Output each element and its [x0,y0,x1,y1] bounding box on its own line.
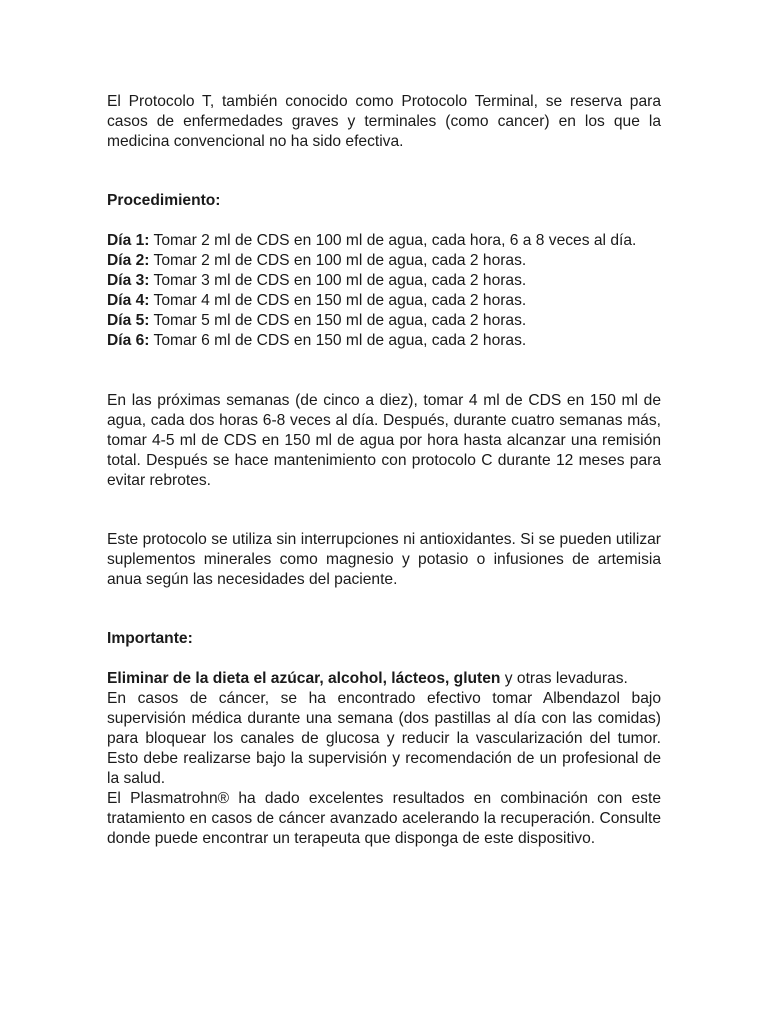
usage-paragraph: Este protocolo se utiliza sin interrupciones ni antioxidantes. Si se pueden utilizar suplementos minerales como magnesio y potasio o infusiones de artemisia anua según las necesidades del paciente. [107,531,661,588]
day-item [107,271,661,291]
day-item [107,311,661,331]
weeks-paragraph: En las próximas semanas (de cinco a diez), tomar 4 ml de CDS en 150 ml de agua, cada dos horas 6-8 veces al día. Después, durante cuatro semanas más, tomar 4-5 ml de CDS en 150 ml de agua por hora hasta alcanzar una remisión total. Después se hace mantenimiento con protocolo C durante 12 meses para evitar rebrotes. [107,392,661,489]
day-text: Tomar 3 ml de CDS en 100 ml de agua, cada 2 horas. [149,272,527,289]
day-list [107,231,661,351]
diet-paragraph [107,669,661,689]
intro-paragraph: El Protocolo T, también conocido como Protocolo Terminal, se reserva para casos de enfermedades graves y terminales (como cancer) en los que la medicina convencional no ha sido efectiva. [107,93,661,150]
important-heading: Importante: [107,630,193,647]
day-text: Tomar 2 ml de CDS en 100 ml de agua, cada 2 horas. [149,252,527,269]
day-text: Tomar 4 ml de CDS en 150 ml de agua, cada 2 horas. [149,292,527,309]
procedure-heading: Procedimiento: [107,192,221,209]
day-text: Tomar 6 ml de CDS en 150 ml de agua, cada 2 horas. [149,332,527,349]
day-text: Tomar 2 ml de CDS en 100 ml de agua, cada hora, 6 a 8 veces al día. [149,232,637,249]
albendazol-paragraph: En casos de cáncer, se ha encontrado efectivo tomar Albendazol bajo supervisión médica durante una semana (dos pastillas al día con las comidas) para bloquear los canales de glucosa y reducir la vascularización del tumor. Esto debe realizarse bajo la supervisión y recomendación de un profesional de la salud. [107,690,661,787]
day-label: Día 6: [107,332,150,349]
day-text: Tomar 5 ml de CDS en 150 ml de agua, cada 2 horas. [149,312,527,329]
day-item [107,251,661,271]
document-body [107,92,661,849]
diet-bold-text: Eliminar de la dieta el azúcar, alcohol, lácteos, gluten [107,670,501,687]
diet-rest-text: y otras levaduras. [500,670,628,687]
day-label: Día 1: [107,232,150,249]
day-label: Día 4: [107,292,150,309]
day-item [107,231,661,251]
day-label: Día 3: [107,272,150,289]
day-label: Día 2: [107,252,150,269]
day-label: Día 5: [107,312,150,329]
plasmatrohn-paragraph: El Plasmatrohn® ha dado excelentes resultados en combinación con este tratamiento en casos de cáncer avanzado acelerando la recuperación. Consulte donde puede encontrar un terapeuta que disponga de este dispositivo. [107,790,661,847]
day-item [107,331,661,351]
day-item [107,291,661,311]
